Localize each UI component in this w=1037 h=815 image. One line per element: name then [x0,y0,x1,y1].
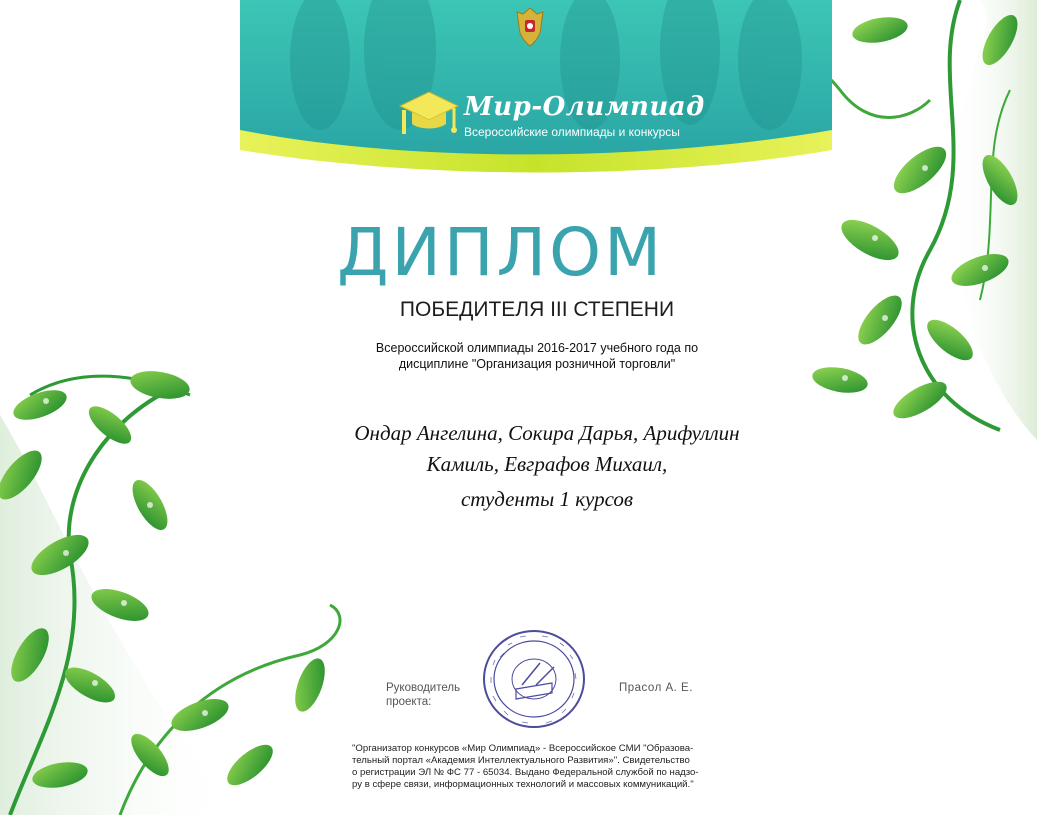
leader-label-line: Руководитель [386,682,461,694]
diploma-subtitle: ПОБЕДИТЕЛЯ III СТЕПЕНИ [399,298,675,321]
recipient-names [330,418,764,480]
organization-stamp [480,627,588,731]
names-line: Камиль, Евграфов Михаил, [426,452,668,476]
diploma-title-text: ДИПЛОМ [336,214,665,291]
footer-line: ру в сфере связи, информационных технологий и массовых коммуникаций." [352,779,694,790]
logo-subtitle: Всероссийские олимпиады и конкурсы [464,125,680,139]
footer-line: "Организатор конкурсов «Мир Олимпиад» - Всероссийское СМИ "Образова- [352,743,694,754]
footer-line: тельный портал «Академия Интеллектуального Развития»". Свидетельство [352,755,690,766]
description-line: Всероссийской олимпиады 2016-2017 учебного года по [375,341,699,355]
diploma-title [0,214,1037,291]
footer-note [352,743,732,791]
signer-name: Прасол А. Е. [619,682,693,694]
graduation-cap-icon [396,88,462,140]
emblem-icon [515,6,545,48]
description-line: дисциплине "Организация розничной торговли" [398,357,676,371]
leader-label [386,681,460,709]
diploma-description [300,340,774,372]
left-vine-decoration [0,355,360,815]
names-line: Ондар Ангелина, Сокира Дарья, Арифуллин [354,421,740,445]
logo-title: Мир-Олимпиад [464,92,705,122]
recipient-course: студенты 1 курсов [460,487,633,511]
leader-label-line: проекта: [386,696,432,708]
footer-line: о регистрации ЭЛ № ФС 77 - 65034. Выдано Федеральной службой по надзо- [352,767,699,778]
